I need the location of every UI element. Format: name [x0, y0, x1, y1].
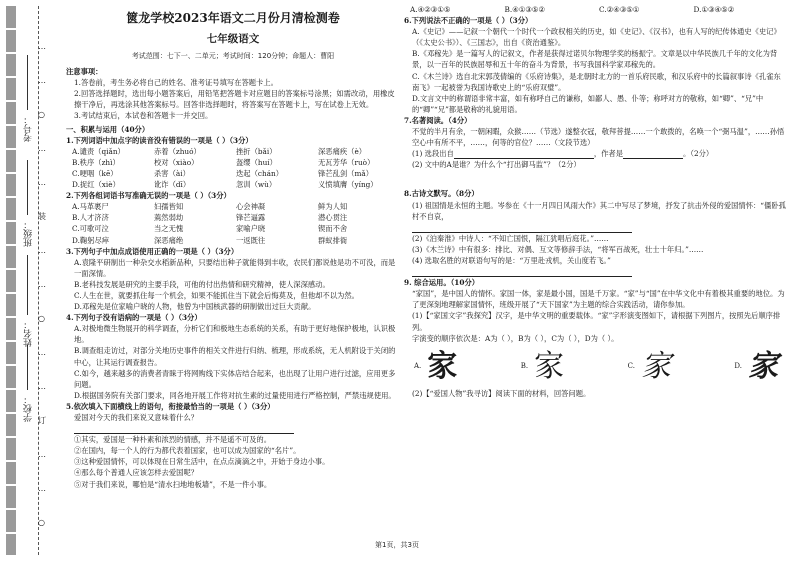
q9-sub2: (2)【“爱国人物”我寻访】阅读下面的材料，回答问题。: [412, 388, 591, 398]
q1-option: 无瓦芳华（ruò）: [318, 157, 375, 167]
q6-option[interactable]: B.《邓稼先》是一篇写人的记叙文，作者是获得过诺贝尔物理学奖的杨振宁。文章是以中华民族几千年的文化为背景，以一百年的民族屈辱和五十年的奋斗为背景，书写我国科学家邓稼先的。: [412, 49, 778, 70]
q1-option: 杀害（ài）: [154, 168, 190, 178]
glyph-option-c[interactable]: C. 家: [627, 348, 671, 384]
q8-item: (3)《木兰诗》中有很多：排比、对偶、互文等修辞手法，“将军百战死，壮士十年归。”……: [412, 244, 704, 254]
glyph-options: [414, 350, 778, 384]
q2-option[interactable]: C.可歌可泣: [72, 224, 109, 234]
q5-blank-line[interactable]: [66, 423, 400, 434]
q2-options: [66, 201, 400, 245]
q7-author-blank[interactable]: [623, 150, 683, 159]
q2-option[interactable]: A.马革裹尸: [72, 202, 109, 212]
binding-mark: …: [38, 42, 46, 51]
binding-mark: ○: [38, 314, 45, 323]
school-field[interactable]: [27, 345, 28, 390]
q1-option: 挫折（bǎi）: [236, 146, 277, 156]
q2-option[interactable]: B.人才济济: [72, 213, 109, 223]
q1-option: 校对（xiào）: [154, 157, 199, 167]
q7-sub1: (1) 选段出自 ，作者是 。（2分）: [412, 149, 714, 159]
q3-option[interactable]: B.老科技发展是研究的主要手段，可他的付出热情和研究精神，使人深深感动。: [74, 279, 330, 289]
q5-answer-option[interactable]: C.②④③⑤①: [599, 5, 640, 14]
q2-option: 心会神凝: [236, 202, 266, 212]
q1-option: 盔缨（huí）: [236, 157, 277, 167]
exam-info: 考试范围：七下一、二单元；考试时间：120分钟；命题人：曹阳: [131, 52, 335, 60]
q1-options: [66, 146, 400, 190]
glyph-seal: 家: [427, 348, 458, 384]
q3-option[interactable]: C.人生在世，就要抓住每一个机会，如果不能抓住当下就会后悔莫及，但他却不以为然。: [74, 290, 359, 300]
note-item: 1.答卷前，考生务必将自己的姓名、准考证号填写在答题卡上。: [74, 78, 278, 88]
q6-stem: 6.下列说法不正确的一项是（ ）（3分）: [404, 16, 533, 26]
q4-option[interactable]: D.根据国务院有关部门要求，同各地开展工作将对抗生素的过量使用进行严格控制，严禁违规使用。: [74, 390, 396, 400]
glyph-regular: 家: [534, 349, 565, 383]
q2-option: 家喻户晓: [236, 224, 266, 234]
q9-sub1b: 字演变的顺序依次是：A为（ ），B为（ ），C为（ ），D为（ ）。: [412, 333, 619, 343]
binding-strip: [0, 0, 62, 561]
binding-mark: …: [38, 348, 46, 357]
q7-stem: 7.名著阅读。（4分）: [404, 115, 472, 125]
q2-stem: 2.下列各组词语书写准确无误的一项是（ ）（3分）: [66, 191, 231, 201]
note-item: 2.回答选择题时，选出每小题答案后，用铅笔把答题卡对应题目的答案标号涂黑；如需改动，用橡皮擦干净后，再选涂其他答案标号。回答非选择题时，将答案写在答题卡上，写在试卷上无效。: [74, 89, 395, 110]
q4-option[interactable]: B.调查组走访过，对部分关地历史事件的相关文件进行归纳、梳理，形成系统，无人机附设于关闭的中心，让其运行调查报告。: [74, 346, 396, 367]
q1-option[interactable]: C.哽咽（kē）: [72, 168, 118, 178]
q4-stem: 4.下列句子没有语病的一项是（ ）（3分）: [66, 313, 202, 323]
binding-mark: 订: [38, 416, 46, 425]
binding-mark: …: [38, 178, 46, 187]
q5-answer-options: [404, 4, 788, 15]
q8-item: (4) 选取名胜的对联语句写的是：“万里赴戎机，关山度若飞。”: [412, 255, 611, 265]
q1-stem: 1.下列词语中加点字的读音没有错误的一项是（ ）（3分）: [66, 135, 253, 145]
q5-lead: 爱国对今天的我们来说又意味着什么？: [74, 413, 199, 422]
q2-option: 群蚁排衙: [318, 235, 348, 245]
binding-mark: ○: [38, 518, 45, 527]
q5-item: ③这种爱国情怀，可以体现在日常生活中，在点点滴滴之中，开始于身边小事。: [74, 457, 330, 467]
binding-mark: …: [38, 382, 46, 391]
q5-answer-option[interactable]: A.④②③①⑤: [410, 5, 451, 14]
q1-option: 赤着（zhuó）: [154, 146, 201, 156]
q5-item: ⑤对于我们来说，哪怕是“清水扫地地板墙”，不是一件小事。: [74, 479, 272, 489]
binding-mark: …: [38, 144, 46, 153]
binding-mark: …: [38, 76, 46, 85]
exam-title: 篋龙学校2023年语文二月份月清检测卷: [126, 11, 340, 25]
q7-answer-blank[interactable]: [454, 150, 594, 159]
school-label: 学校：: [24, 395, 34, 422]
id-label: 考号：: [24, 115, 34, 142]
page-footer: 第1页，共3页: [375, 541, 419, 549]
q1-option: 迭起（chán）: [236, 168, 284, 178]
q2-option: 当之无愧: [154, 224, 184, 234]
q3-stem: 3.下列句子中加点成语使用正确的一项是（ ）（3分）: [66, 246, 239, 256]
binding-mark: ○: [38, 110, 45, 119]
q1-option: 深恶痛疾（è）: [318, 146, 367, 156]
q7-passage: 不觉的半月有余，一朝闲暇，众猴……（节选）遂整衣冠，敬拜菩提……一个敢拨的，名唤一个“弼马温”，……孙悟空心中有所不平，……，何等的官位？……（文段节选）: [412, 127, 785, 148]
q5-answer-option[interactable]: D.①③④⑤②: [693, 5, 735, 14]
left-column: [66, 0, 400, 490]
q5-item: ②在国内，每一个人的行为都代表着国家，也可以成为国家的“名片”。: [74, 446, 301, 456]
q9-lead: “家国”，是中国人的情怀。家国一体，家是最小国，国是千万家。“家”与“国”在中华文化中有着极其重要的地位。为了更深刻地理解家国情怀，班级开展了“天下国家”为主题的综合实践活动，请你参加。: [412, 289, 785, 310]
right-column: [404, 0, 788, 399]
binding-mark: …: [38, 450, 46, 459]
q3-option[interactable]: D.邓稼先是位家喻户晓的人物，他曾为中国核武器的研制做出过巨大贡献。: [74, 302, 316, 312]
q8-stem: 8.古诗文默写。（8分）: [404, 189, 479, 199]
q8-item: (2)《泊秦淮》中诗人：“不知亡国恨，隔江犹唱后庭花。”……: [412, 233, 609, 243]
q2-option: 蔫然弱劫: [154, 213, 184, 223]
note-item: 3.考试结束后，本试卷和答题卡一并交回。: [74, 111, 213, 121]
q1-option: 讹诈（dī）: [154, 180, 191, 190]
q7-sub2: (2) 文中的A是谁？为什么个“打出御马监”？（2分）: [412, 160, 581, 170]
q2-option: 一返既往: [236, 235, 266, 245]
class-field[interactable]: [27, 160, 28, 215]
q2-option: 潜心贯注: [318, 213, 348, 223]
binding-marks: [38, 30, 48, 540]
q2-option: 锲而不舍: [318, 224, 348, 234]
name-field[interactable]: [27, 255, 28, 315]
glyph-option-b[interactable]: B. 家: [520, 349, 565, 383]
notes-heading: 注意事项：: [66, 67, 103, 77]
q5-item: ①其实，爱国是一种朴素和浓烈的情感，并不是遥不可及的。: [74, 435, 272, 445]
binding-mark: …: [38, 246, 46, 255]
q6-option[interactable]: C.《木兰诗》选自北宋郭茂倩编的《乐府诗集》，是北朝时北方的一首乐府民歌，和汉乐府中的长篇叙事诗《孔雀东南飞》一起被誉为我国诗歌史上的“乐府双璧”。: [412, 71, 781, 92]
exam-subtitle: 七年级语文: [206, 33, 260, 45]
q8-blank-line[interactable]: [404, 266, 788, 277]
q5-stem: 5.依次填入下面横线上的语句，衔接最恰当的一项是（ ）（3分）: [66, 401, 275, 411]
q8-item: (1) 祖国情是永恒的主题。岑参在《十一月四日风雨大作》其二中写尽了梦境，抒发了抗击外侵的爱国情怀：“僵卧孤村不自哀，: [412, 200, 786, 221]
id-field[interactable]: [27, 55, 28, 110]
section1-heading: 一、积累与运用（40分）: [66, 124, 150, 134]
binding-mark: …: [38, 484, 46, 493]
q2-option[interactable]: D.鞠躬尽瘁: [72, 235, 110, 245]
q2-option: 深恶痛绝: [154, 235, 184, 245]
glyph-option-d[interactable]: D. 家: [734, 348, 778, 384]
q2-option: 锋芒逼露: [236, 213, 266, 223]
q3-option[interactable]: A.袁隆平研制出一种杂交水稻新品种，只要结出种子就能得到丰收，农民们都说他是功不可没，而是一面深情。: [74, 257, 396, 278]
glyph-running: 家: [640, 348, 671, 384]
q1-option[interactable]: D.捉红（xiè）: [72, 180, 120, 190]
glyph-cursive: 家: [748, 348, 778, 384]
q6-option[interactable]: D.文言文中的称谓语非常丰富，如有称呼自己的谦称，如鄙人、愚、仆等；称呼对方的敬称，如“卿”、“兄”中的“卿”“兄”都是敬称的礼貌用语。: [412, 93, 764, 114]
glyph-option-a[interactable]: A. 家: [414, 348, 458, 384]
class-label: 班级：: [24, 220, 34, 247]
name-label: 姓名：: [24, 320, 34, 347]
q8-blank-line[interactable]: [404, 222, 788, 233]
q1-option[interactable]: A.谴责（qiǎn）: [72, 146, 125, 156]
binding-bar-cuts: [6, 6, 16, 555]
q2-option: 妇孺皆知: [154, 202, 184, 212]
q1-option[interactable]: B.秩序（zhì）: [72, 157, 120, 167]
q5-item: ④那么每个普通人应该怎样去爱国呢？: [74, 468, 199, 478]
q1-option: 义愤填膺（yíng）: [318, 180, 378, 190]
q1-option: 忽训（wù）: [236, 180, 277, 190]
binding-mark: …: [38, 280, 46, 289]
q4-option[interactable]: A.对极地微生物展开的科学调查，分析它们和极地生态系统的关系，有助于更好地保护极地，认识极地。: [74, 324, 396, 345]
q9-stem: 9. 综合运用。（10分）: [404, 278, 480, 288]
q1-option: 锋芒乱剑（mǎ）: [318, 168, 374, 178]
q4-option[interactable]: C.如今，越来越多的消费者青睐于将网购线下实体店结合起来，也出现了让用户进行过滤，应用更多问题。: [74, 368, 396, 389]
q9-sub1: (1)【“家国文字”我探究】汉字，是中华文明的重要载体。“家”字形演变图如下，请根据下列图片，按照先后顺序排列。: [412, 311, 781, 332]
q2-option: 鲜为人知: [318, 202, 348, 212]
binding-mark: 装: [38, 212, 46, 221]
q6-option[interactable]: A.《史记》——记叙一个朝代一个时代一个政权相关的历史，如《史记》、《汉书》，也有人写的纪传体通史《史记》（《太史公书》）、《三国志》，出自《资治通鉴》。: [412, 27, 781, 48]
q5-answer-option[interactable]: B.④①③⑤②: [504, 5, 545, 14]
